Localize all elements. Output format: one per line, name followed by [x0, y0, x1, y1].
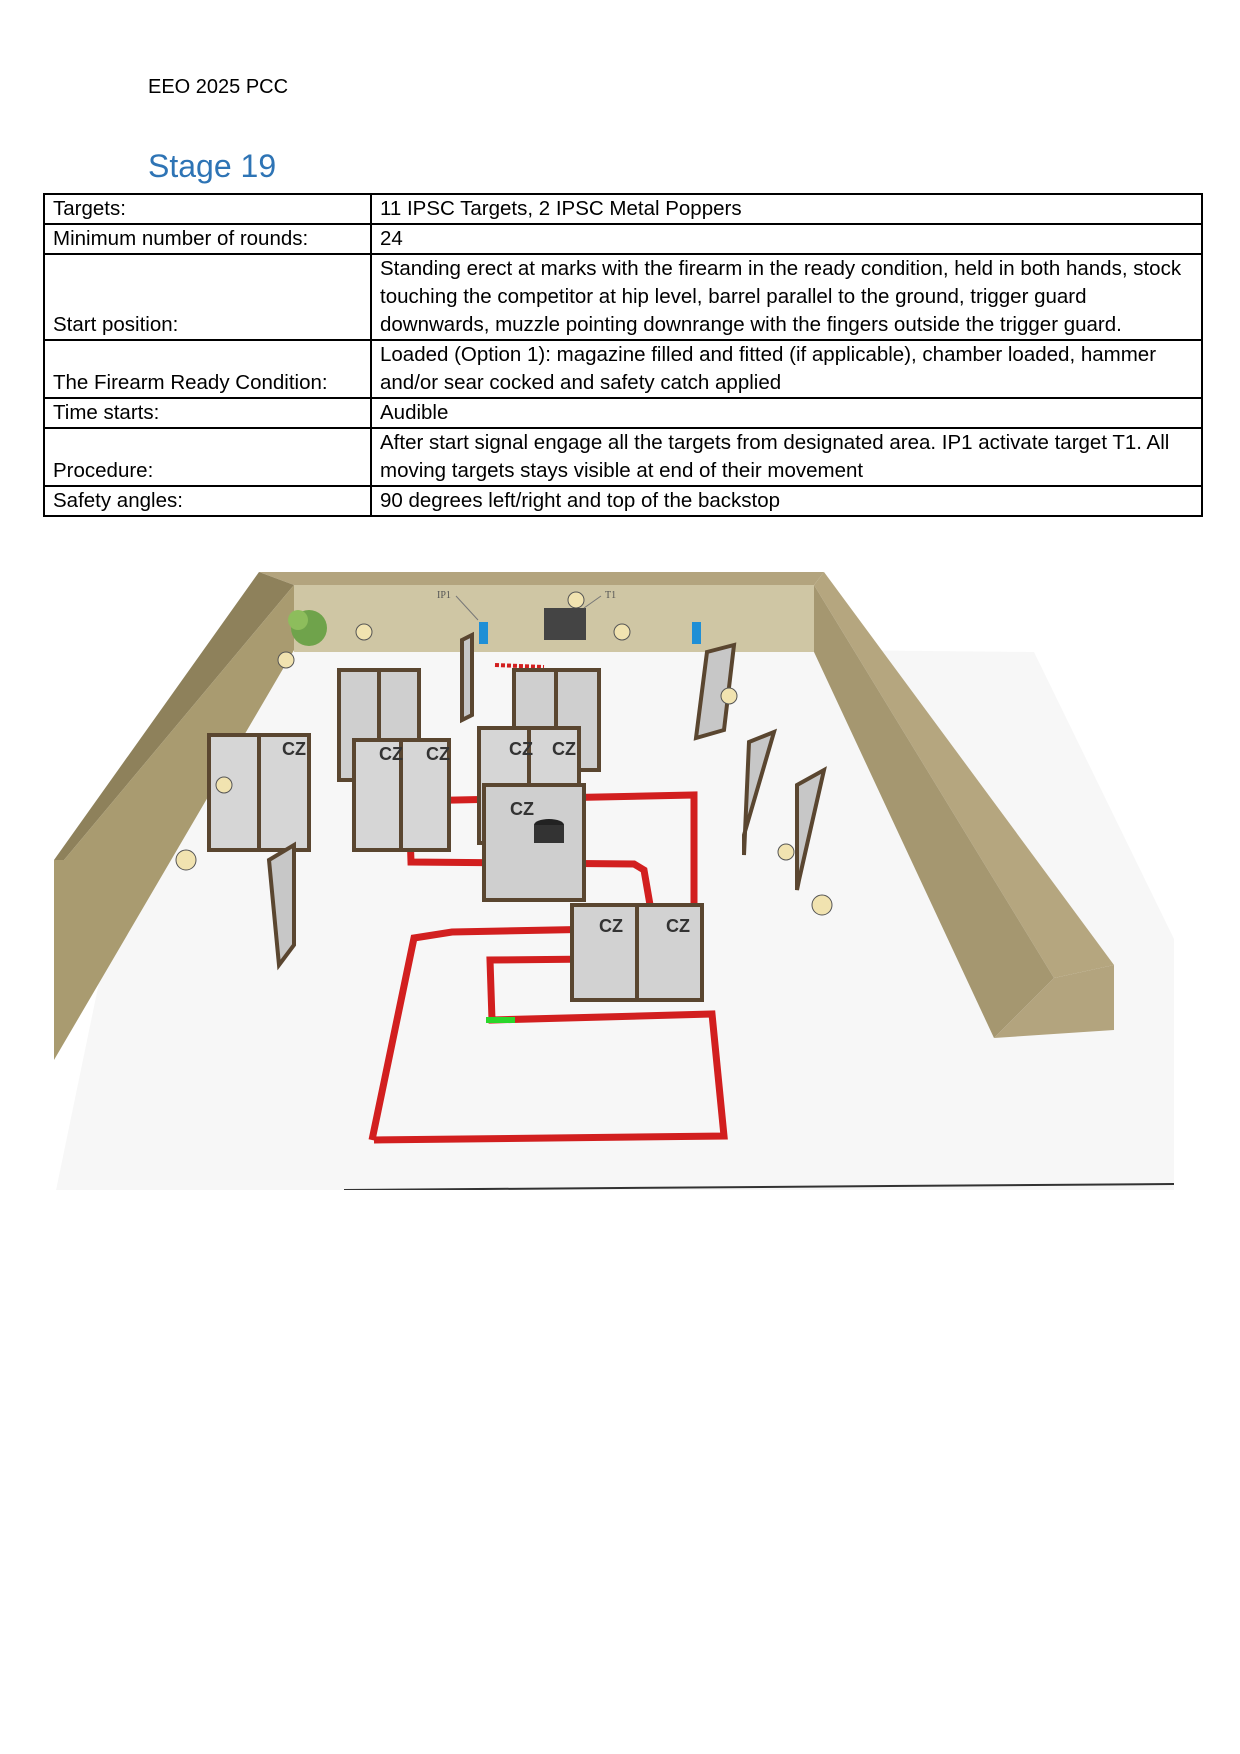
document-header: EEO 2025 PCC: [148, 76, 289, 98]
brand-label: CZ: [509, 739, 533, 759]
target-icon: [568, 592, 584, 608]
target-icon: [721, 688, 737, 704]
target-icon: [176, 850, 196, 870]
brand-label: CZ: [426, 744, 450, 764]
moving-target-t1: [544, 608, 586, 640]
row-targets: [44, 194, 1202, 224]
target-icon: [356, 624, 372, 640]
brand-label: CZ: [552, 739, 576, 759]
target-icon: [614, 624, 630, 640]
row-value: 24: [371, 224, 1202, 254]
row-label: Procedure:: [44, 428, 371, 486]
target-icon: [812, 895, 832, 915]
stage-info-table: [43, 193, 1203, 517]
brand-label: CZ: [282, 739, 306, 759]
callout-t1: T1: [605, 590, 617, 601]
brand-label: CZ: [379, 744, 403, 764]
row-procedure: [44, 428, 1202, 486]
row-value: 90 degrees left/right and top of the backstop: [371, 486, 1202, 516]
row-label: The Firearm Ready Condition:: [44, 340, 371, 398]
stage-title: Stage 19: [148, 148, 277, 184]
row-label: Targets:: [44, 194, 371, 224]
row-time-starts: [44, 398, 1202, 428]
row-ready-condition: [44, 340, 1202, 398]
row-value: 11 IPSC Targets, 2 IPSC Metal Poppers: [371, 194, 1202, 224]
barrel-stack: [534, 825, 564, 843]
row-value: Loaded (Option 1): magazine filled and fitted (if applicable), chamber loaded, hammer and/or sear cocked and safety catch applied: [371, 340, 1202, 398]
row-value: Audible: [371, 398, 1202, 428]
back-wall: [259, 572, 824, 585]
row-label: Safety angles:: [44, 486, 371, 516]
row-label: Start position:: [44, 254, 371, 340]
popper: [692, 622, 701, 644]
row-label: Time starts:: [44, 398, 371, 428]
row-label: Minimum number of rounds:: [44, 224, 371, 254]
brand-label: CZ: [510, 799, 534, 819]
popper-ip1: [479, 622, 488, 644]
target-icon: [778, 844, 794, 860]
stage-diagram-svg: [54, 560, 1174, 1190]
row-value: Standing erect at marks with the firearm in the ready condition, held in both hands, stock touching the competitor at hip level, barrel parallel to the ground, trigger guard downwards, muzzle pointing downrange with the fingers outside the trigger guard.: [371, 254, 1202, 340]
brand-label: CZ: [666, 916, 690, 936]
stage-diagram: [54, 560, 1174, 1190]
callout-ip1: IP1: [437, 590, 451, 601]
brand-label: CZ: [599, 916, 623, 936]
row-start-position: [44, 254, 1202, 340]
target-icon: [278, 652, 294, 668]
bush: [288, 610, 308, 630]
row-value: After start signal engage all the targets from designated area. IP1 activate target T1. All moving targets stays visible at end of their movement: [371, 428, 1202, 486]
row-min-rounds: [44, 224, 1202, 254]
target-icon: [216, 777, 232, 793]
row-safety-angles: [44, 486, 1202, 516]
